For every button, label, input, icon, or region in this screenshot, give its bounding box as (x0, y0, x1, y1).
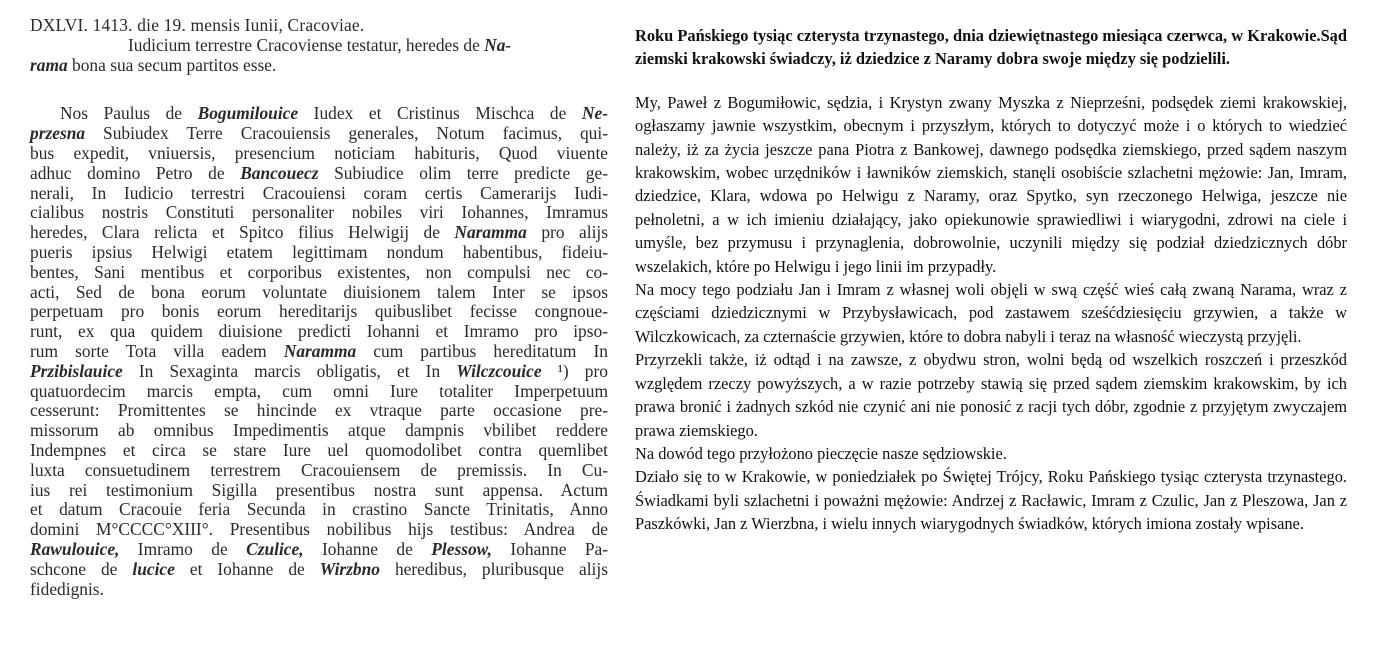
latin-line (30, 203, 608, 223)
latin-line (30, 500, 608, 520)
latin-line (30, 540, 608, 560)
latin-text: cialibus nostris Constituti personaliter nobiles viri Iohannes, Imramus (30, 202, 608, 223)
latin-italic-name: przesna (30, 123, 86, 144)
latin-line (30, 144, 608, 164)
latin-body (30, 104, 608, 599)
latin-line (30, 362, 608, 382)
polish-translation (635, 24, 1347, 536)
spacer (30, 75, 608, 104)
translation-paragraph: My, Paweł z Bogumiłowic, sędzia, i Krystyn zwany Myszka z Nieprześni, podsędek ziemi krakowskiej, ogłaszamy jawnie wszystkim, obecnym i przyszłym, których to dotyczyć może i o których to wiedzieć należy, iż za życia jeszcze pana Piotra z Bankowej, dawnego podsędka ziemskiego, przed sądem naszym krakowskim, wobec urzędników i ławników ziemskich, stanęli osobiście szlachetni mężowie: Jan, Imram, dziedzice, Klara, wdowa po Helwigu z Naramy, oraz Spytko, syn rzeczonego Helwiga, jeszcze nie pełnoletni, a w ich imieniu działający, jako opiekunowie sprawiedliwi i wiarygodni, zdrowi na ciele i umyśle, bez przymusu i przynaglenia, dobrowolnie, uczynili między się podział dziedzicznych dóbr wszelakich, które po Helwigu i jego linii im przypadły. (635, 92, 1347, 276)
translation-paragraph: Działo się to w Krakowie, w poniedziałek po Świętej Trójcy, Roku Pańskiego tysiąc czterysta trzynastego. Świadkami byli szlachetni i poważni mężowie: Andrzej z Racławic, Imram z Czulic, Jan z Pleszowa, Jan z Paszkówki, Jan z Wierzbna, i wielu innych wiarygodnych świadków, których imiona zostały wpisane. (635, 467, 1347, 534)
latin-text: Indempnes et circa se stare Iure uel quomodolibet contra quemlibet (30, 439, 608, 460)
latin-text: ¹) pro (541, 360, 608, 381)
latin-italic-name: Czulice, (246, 538, 304, 559)
latin-line (30, 520, 608, 540)
latin-text: nerali, In Iudicio terrestri Cracouiensi coram certis Camerarijs Iudi- (30, 182, 608, 203)
latin-line (30, 322, 608, 342)
latin-text: Iohanne de (303, 538, 432, 559)
latin-line (30, 124, 608, 144)
latin-italic-name: Bancouecz (240, 162, 319, 183)
latin-line (30, 382, 608, 402)
translation-paragraph: Na dowód tego przyłożono pieczęcie nasze sędziowskie. (635, 443, 1007, 463)
latin-line (30, 104, 608, 124)
summary-text: bona sua secum partitos esse. (67, 54, 277, 75)
latin-text: rum sorte Tota villa eadem (30, 340, 284, 361)
latin-text: perpetuam pro bonis eorum hereditarijs quibuslibet fecisse congnoue- (30, 301, 608, 322)
latin-line (30, 223, 608, 243)
latin-text: adhuc domino Petro de (30, 162, 241, 183)
latin-text: bus expedit, vniuersis, presencium noticiam habituris, Quod viuente (30, 142, 608, 163)
latin-summary-line-2 (30, 56, 608, 76)
translation-body (635, 91, 1347, 536)
latin-summary-line-1 (30, 36, 608, 56)
document-header: DXLVI. 1413. die 19. mensis Iunii, Cracoviae. (30, 15, 365, 35)
summary-italic-name: Na- (484, 34, 512, 55)
latin-italic-name: Wirzbno (319, 558, 380, 579)
latin-line (30, 441, 608, 461)
latin-line (30, 342, 608, 362)
latin-italic-name: Wilczcouice (456, 360, 542, 381)
summary-italic-name: rama (30, 54, 68, 75)
translation-title: Roku Pańskiego tysiąc czterysta trzynastego, dnia dziewiętnastego miesiąca czerwca, w Krakowie.Sąd ziemski krakowski świadczy, iż dziedzice z Naramy dobra swoje między się podzielili. (635, 26, 1347, 69)
latin-text: Subiudice olim terre predicte ge- (318, 162, 608, 183)
latin-line (30, 401, 608, 421)
latin-text: domini M°CCCC°XIII°. Presentibus nobilibus hijs testibus: Andrea de (30, 519, 608, 540)
latin-text: pro alijs (526, 222, 608, 243)
latin-text: Subiudex Terre Cracouiensis generales, Notum facimus, qui- (85, 123, 608, 144)
latin-text: et datum Cracouie feria Secunda in crastino Sancte Trinitatis, Anno (30, 499, 608, 520)
latin-italic-name: Rawulouice, (30, 538, 120, 559)
latin-text: heredes, Clara relicta et Spitco filius Helwigij de (30, 222, 455, 243)
latin-text: runt, ex qua quidem diuisione predicti Iohanni et Imramo pro ipso- (30, 321, 608, 342)
latin-text: Iohanne Pa- (491, 538, 609, 559)
latin-text: bentes, Sani mentibus et corporibus existentes, non compulsi nec co- (30, 261, 608, 282)
latin-italic-name: lucice (132, 558, 175, 579)
latin-text: fidedignis. (30, 578, 104, 599)
latin-text: ius rei testimonium Sigilla presentibus nostra sunt appensa. Actum (30, 479, 608, 500)
latin-text: et Iohanne de (174, 558, 320, 579)
latin-line (30, 461, 608, 481)
latin-text: acti, Sed de bona eorum voluntate diuisionem talem Inter se ipsos (30, 281, 608, 302)
latin-line (30, 263, 608, 283)
latin-line (30, 481, 608, 501)
latin-italic-name: Naramma (283, 340, 357, 361)
latin-text: schcone de (30, 558, 133, 579)
latin-text: cum partibus hereditatum In (356, 340, 608, 361)
latin-line (30, 283, 608, 303)
latin-line (30, 421, 608, 441)
latin-italic-name: Bogumilouice (197, 103, 299, 124)
latin-text: luxta consuetudinem terrestrem Cracouiensem de premissis. In Cu- (30, 459, 608, 480)
latin-text: Iudex et Cristinus Mischca de (298, 103, 582, 124)
latin-line (30, 580, 608, 600)
latin-line (30, 302, 608, 322)
latin-italic-name: Plessow, (431, 538, 492, 559)
latin-italic-name: Ne- (581, 103, 608, 124)
latin-text: In Sexaginta marcis obligatis, et In (122, 360, 457, 381)
latin-italic-name: Przibislauice (30, 360, 123, 381)
latin-text: Imramo de (119, 538, 247, 559)
latin-line (30, 164, 608, 184)
latin-text: Nos Paulus de (60, 103, 198, 124)
latin-text: quatuordecim marcis empta, cum omni Iure totaliter Imperpetuum (30, 380, 608, 401)
summary-text: Iudicium terrestre Cracoviense testatur, heredes de (128, 34, 485, 55)
latin-source-scan (30, 16, 608, 636)
latin-line (30, 560, 608, 580)
latin-line (30, 243, 608, 263)
latin-text: cesserunt: Promittentes se hincinde ex vtraque parte occasione pre- (30, 400, 608, 421)
translation-paragraph: Przyrzekli także, iż odtąd i na zawsze, z obydwu stron, wolni będą od wszelkich roszczeń i przeszkód względem rzeczy powyższych, a w razie potrzeby stawią się przed sądem ziemskim krakowskim, by ich prawa bronić i żadnych szkód nie czynić ani nie ponosić z racji tych dóbr, zgodnie z przyjętym zwyczajem prawa ziemskiego. (635, 350, 1347, 440)
latin-italic-name: Naramma (454, 222, 527, 243)
latin-text: missorum ab omnibus Impedimentis atque dampnis vbilibet reddere (30, 420, 608, 441)
latin-line (30, 184, 608, 204)
latin-text: heredibus, pluribusque alijs (380, 558, 608, 579)
latin-text: pueris ipsius Helwigi etatem legittimam nondum habentibus, fideiu- (30, 241, 608, 262)
translation-paragraph: Na mocy tego podziału Jan i Imram z własnej woli objęli w swą część wieś całą zwaną Narama, wraz z częściami dziedzicznymi w Przybysławicach, pod zastawem sześćdziesięciu grzywien, a także w Wilczkowicach, za czternaście grzywien, które to dobra nabyli i teraz na własność wieczystą przyjęli. (635, 280, 1347, 346)
